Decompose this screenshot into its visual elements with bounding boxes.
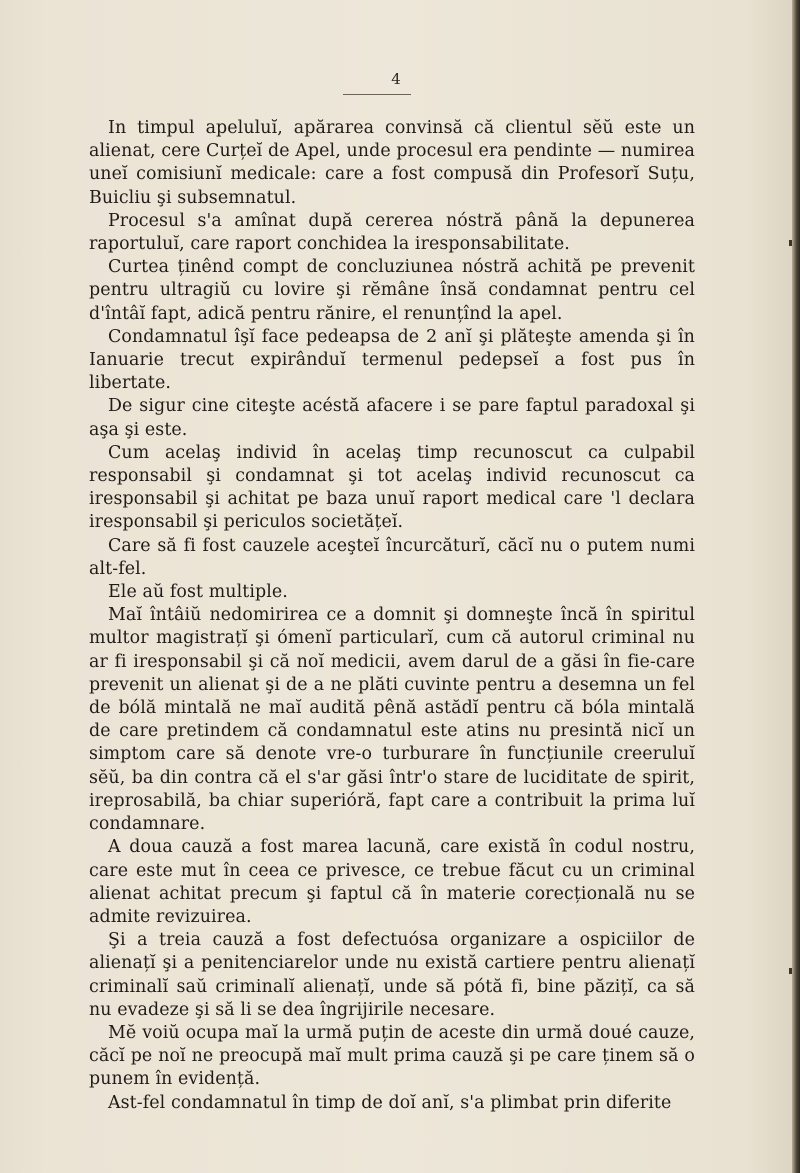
paragraph: Mĕ voiŭ ocupa maĭ la urmă puțin de aceste din urmă doué cauze, căcĭ pe noĭ ne preocupă maĭ mult prima cauză şi pe care ținem să o punem în evidență. (89, 1022, 695, 1090)
paragraph: Cum acelaş individ în acelaş timp recunoscut ca culpabil responsabil şi condamnat şi tot acelaş individ recunoscut ca iresponsabil şi achitat pe baza unuĭ raport medical care 'l declara iresponsabil şi periculos societățeĭ. (89, 442, 695, 533)
paragraph: Care să fi fost cauzele aceşteĭ încurcăturĭ, căcĭ nu o putem numi alt-fel. (89, 535, 695, 579)
paragraph: Maĭ întâiŭ nedomirirea ce a domnit şi domneşte încă în spiritul multor magistrațĭ şi ómenĭ particularĭ, cum că autorul criminal nu ar fi iresponsabil şi că noĭ medicii, avem darul de a găsi în fie-care prevenit un alienat şi de a ne plăti cuvinte pentru a desemna un fel de bólă mintală ne maĭ audită pênă astădĭ pentru că bóla mintală de care pretindem că condamnatul este atins nu presintă nicĭ un simptom care să denote vre-o turburare în funcțiunile creeruluĭ sĕŭ, ba din contra că el s'ar găsi într'o stare de luciditate de spirit, ireprosabilă, ba chiar superióră, fapt care a contribuit la prima luĭ condamnare. (89, 605, 695, 835)
margin-mark (789, 968, 792, 974)
paragraph: Procesul s'a amînat după cererea nóstră până la depunerea raportuluĭ, care raport conchidea la iresponsabilitate. (89, 210, 695, 255)
paragraph: Şi a treia cauză a fost defectuósa organizare a ospiciilor de alienațĭ şi a penitenciarelor unde nu există cartiere pentru alienațĭ criminalĭ saŭ criminalĭ alienațĭ, unde să pótă fi, bine păzițĭ, ca să nu evadeze şi să li se dea îngrijirile necesare. (89, 930, 695, 1020)
paragraph: Condamnatul îşĭ face pedeapsa de 2 anĭ şi plăteşte amenda şi în Ianuarie trecut expirânduĭ termenul pedepseĭ a fost pus în libertate. (89, 326, 695, 394)
body-text (89, 117, 695, 1115)
paragraph: In timpul apeluluĭ, apărarea convinsă că clientul sĕŭ este un alienat, cere Curțeĭ de Apel, unde procesul era pendinte — numirea uneĭ comisiunĭ medicale: care a fost compusă din Profesorĭ Suțu, Buicliu şi subsemnatul. (89, 118, 695, 208)
margin-mark (789, 240, 792, 246)
paragraph: Curtea ținênd compt de concluziunea nóstră achită pe prevenit pentru ultragiŭ cu lovire şi rĕmâne însă condamnat pentru cel d'întâĭ fapt, adică pentru rănire, el renunțînd la apel. (89, 257, 695, 324)
paragraph: Ele aŭ fost multiple. (108, 582, 288, 603)
page-number-rule (343, 94, 411, 95)
paragraph: A doua cauză a fost marea lacună, care există în codul nostru, care este mut în ceea ce privesce, ce trebue făcut cu un criminal alienat achitat precum şi faptul că în materie corecțională nu se admite revizuirea. (89, 837, 695, 927)
paragraph: Ast-fel condamnatul în timp de doĭ anĭ, s'a plimbat prin diferite (108, 1092, 672, 1113)
paragraph: De sigur cine citeşte acéstă afacere i se pare faptul paradoxal şi aşa şi este. (89, 396, 695, 440)
page-number: 4 (391, 70, 401, 88)
page-edge-shadow (792, 0, 800, 1173)
